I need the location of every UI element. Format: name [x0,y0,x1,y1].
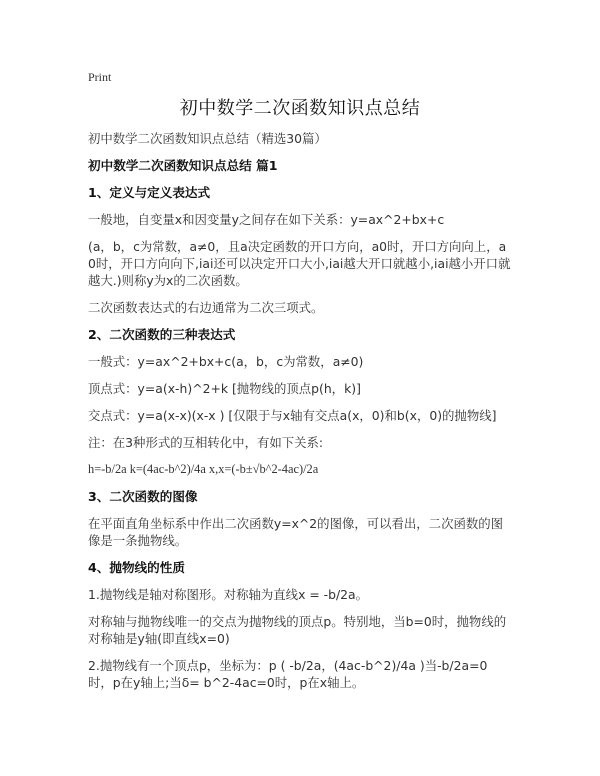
section-paragraph: 1.抛物线是轴对称图形。对称轴为直线x = -b/2a。 [88,587,369,602]
section-heading: 1、定义与定义表达式 [88,185,211,200]
print-label[interactable]: Print [88,70,112,84]
section-paragraph: 顶点式：y=a(x-h)^2+k [抛物线的顶点p(h，k)] [88,381,361,396]
document-subtitle: 初中数学二次函数知识点总结（精选30篇） [88,131,327,146]
formula-line: h=-b/2a k=(4ac-b^2)/4a x,x=(-b±√b^2-4ac)/2a [88,462,319,476]
section-paragraph: 对称轴与抛物线唯一的交点为抛物线的顶点p。特别地，当b=0时，抛物线的对称轴是y轴(即直线x=0) [88,614,507,646]
section-heading: 4、抛物线的性质 [88,560,185,575]
section-paragraph: 一般地，自变量x和因变量y之间存在如下关系：y=ax^2+bx+c [88,212,445,227]
article-heading: 初中数学二次函数知识点总结 篇1 [88,158,278,173]
section-paragraph: 注：在3种形式的互相转化中，有如下关系: [88,435,324,450]
section-heading: 3、二次函数的图像 [88,489,198,504]
section-heading: 2、二次函数的三种表达式 [88,327,236,342]
section-paragraph: (a，b，c为常数，a≠0，且a决定函数的开口方向，a0时，开口方向向上，a0时，开口方向向下,iai还可以决定开口大小,iai越大开口就越小,iai越小开口就越大.)则称y为x的二次函数。 [88,239,511,288]
section-paragraph: 在平面直角坐标系中作出二次函数y=x^2的图像，可以看出，二次函数的图像是一条抛物线。 [88,516,504,548]
section-paragraph: 一般式：y=ax^2+bx+c(a，b，c为常数，a≠0) [88,354,364,369]
section-paragraph: 2.抛物线有一个顶点p，坐标为：p ( -b/2a，(4ac-b^2)/4a )当-b/2a=0时，p在y轴上;当δ= b^2-4ac=0时，p在x轴上。 [88,658,488,690]
section-definition [88,184,512,316]
section-graph [88,488,512,549]
section-three-forms [88,326,512,478]
document-page [88,70,512,701]
section-paragraph: 二次函数表达式的右边通常为二次三项式。 [88,300,324,315]
document-title: 初中数学二次函数知识点总结 [179,98,421,119]
section-parabola-properties [88,559,512,691]
section-paragraph: 交点式：y=a(x-x)(x-x ) [仅限于与x轴有交点a(x，0)和b(x，0)的抛物线] [88,408,497,423]
